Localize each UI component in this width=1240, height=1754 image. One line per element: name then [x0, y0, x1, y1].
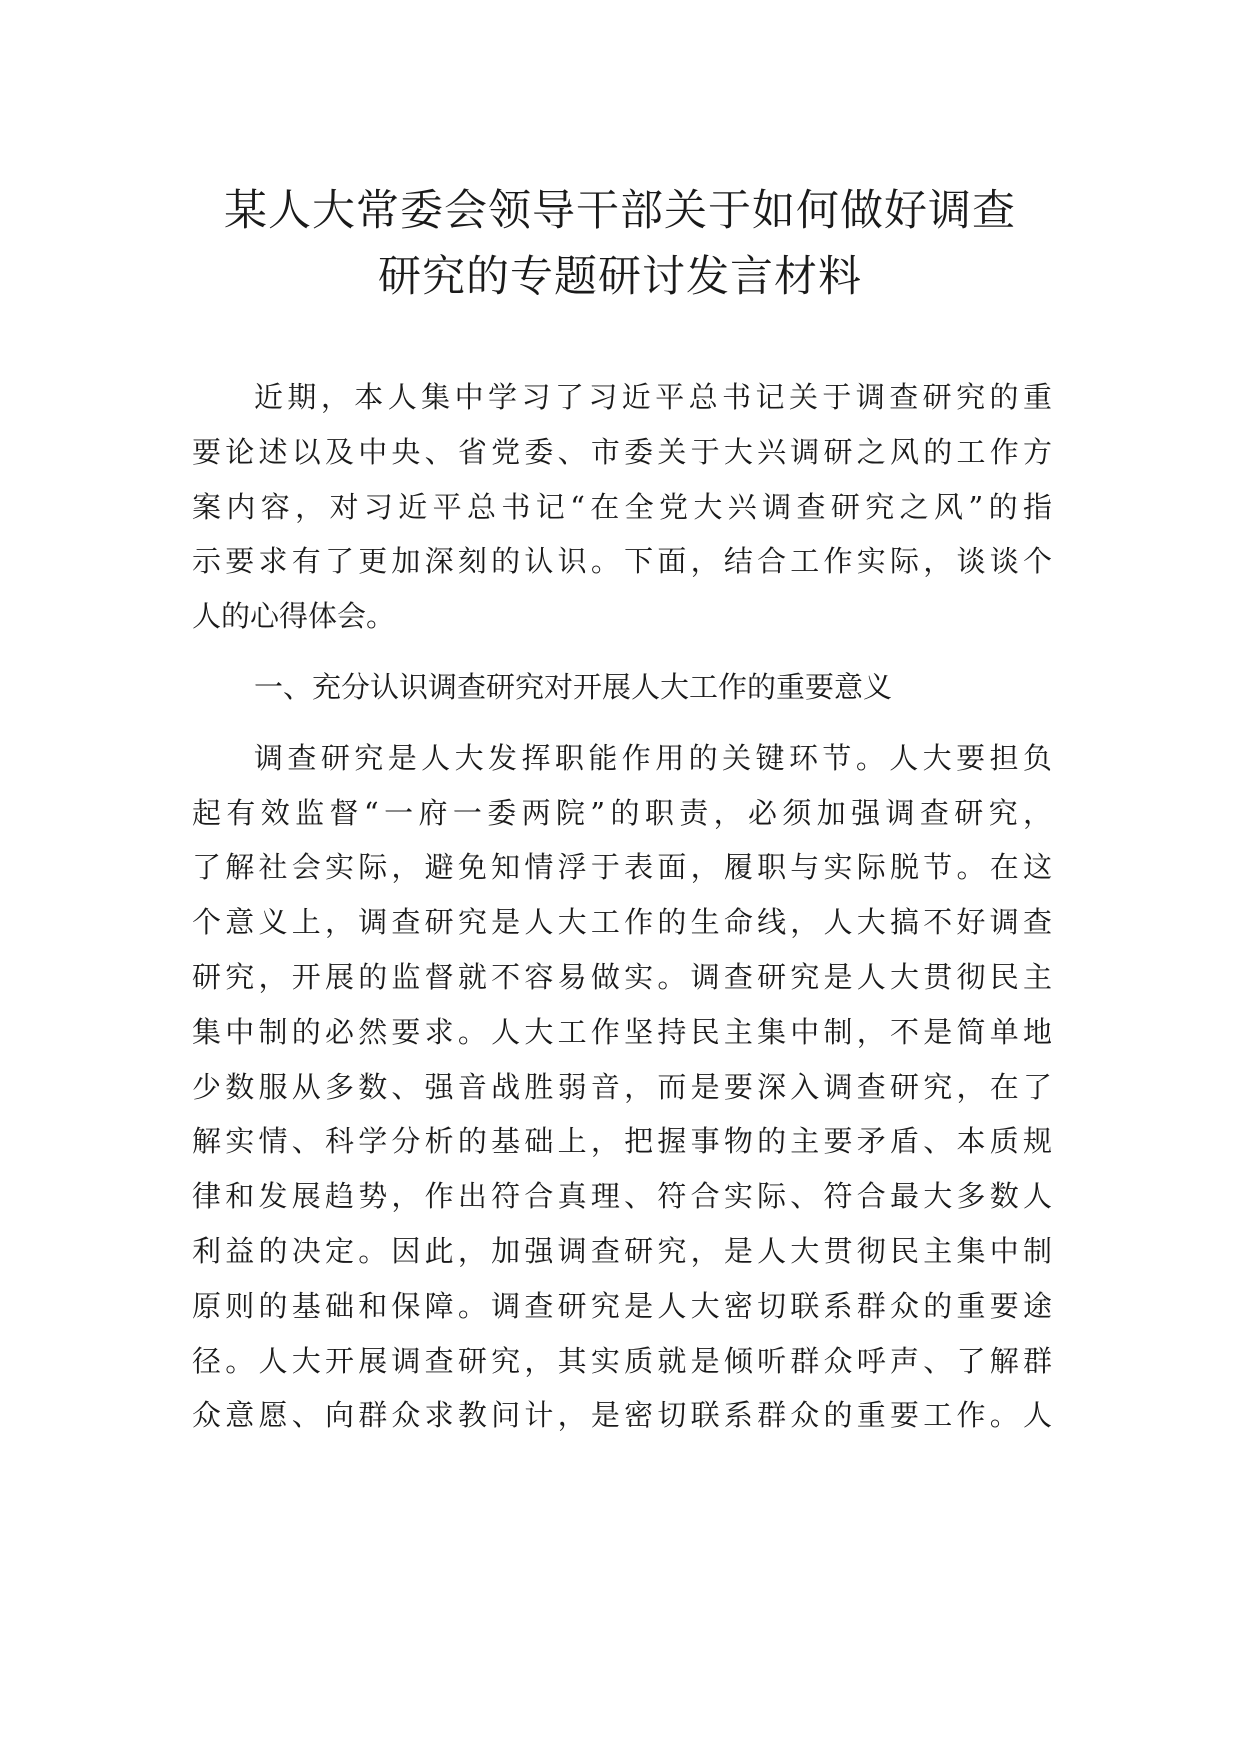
text-line: 调查研究是人大发挥职能作用的关键环节。人大要担负 — [254, 740, 1052, 775]
text-line: 集中制的必然要求。人大工作坚持民主集中制，不是简单地 — [192, 1014, 1052, 1049]
text-line: 律和发展趋势，作出符合真理、符合实际、符合最大多数人 — [192, 1179, 1052, 1214]
text-line: 起有效监督“一府一委两院”的职责，必须加强调查研究， — [192, 795, 1052, 830]
text-line: 了解社会实际，避免知情浮于表面，履职与实际脱节。在这 — [192, 850, 1052, 885]
text-line: 个意义上，调查研究是人大工作的生命线，人大搞不好调查 — [192, 905, 1052, 940]
section-heading-1 — [192, 660, 1052, 715]
title-line-2: 研究的专题研讨发言材料 — [378, 252, 862, 302]
text-line: 原则的基础和保障。调查研究是人大密切联系群众的重要途 — [192, 1288, 1052, 1323]
text-line: 径。人大开展调查研究，其实质就是倾听群众呼声、了解群 — [192, 1343, 1052, 1378]
text-line: 人的心得体会。 — [192, 599, 396, 634]
text-line: 众意愿、向群众求教问计，是密切联系群众的重要工作。人 — [192, 1398, 1052, 1433]
text-line: 解实情、科学分析的基础上，把握事物的主要矛盾、本质规 — [192, 1124, 1052, 1159]
text-line: 少数服从多数、强音战胜弱音，而是要深入调查研究，在了 — [192, 1069, 1052, 1104]
document-title — [150, 178, 1090, 310]
text-line: 要论述以及中央、省党委、市委关于大兴调研之风的工作方 — [192, 434, 1052, 469]
paragraph-section-1 — [192, 731, 1052, 1443]
text-line: 利益的决定。因此，加强调查研究，是人大贯彻民主集中制 — [192, 1233, 1052, 1268]
document-body — [192, 370, 1052, 1443]
text-line: 示要求有了更加深刻的认识。下面，结合工作实际，谈谈个 — [192, 544, 1052, 579]
section-heading-text: 一、充分认识调查研究对开展人大工作的重要意义 — [254, 669, 893, 704]
paragraph-spacing — [192, 715, 1052, 731]
title-line-1: 某人大常委会领导干部关于如何做好调查 — [224, 186, 1016, 236]
text-line: 近期，本人集中学习了习近平总书记关于调查研究的重 — [254, 380, 1052, 414]
paragraph-intro — [192, 370, 1052, 644]
text-line: 研究，开展的监督就不容易做实。调查研究是人大贯彻民主 — [192, 959, 1052, 994]
paragraph-spacing — [192, 644, 1052, 660]
text-line: 案内容，对习近平总书记“在全党大兴调查研究之风”的指 — [192, 489, 1052, 524]
